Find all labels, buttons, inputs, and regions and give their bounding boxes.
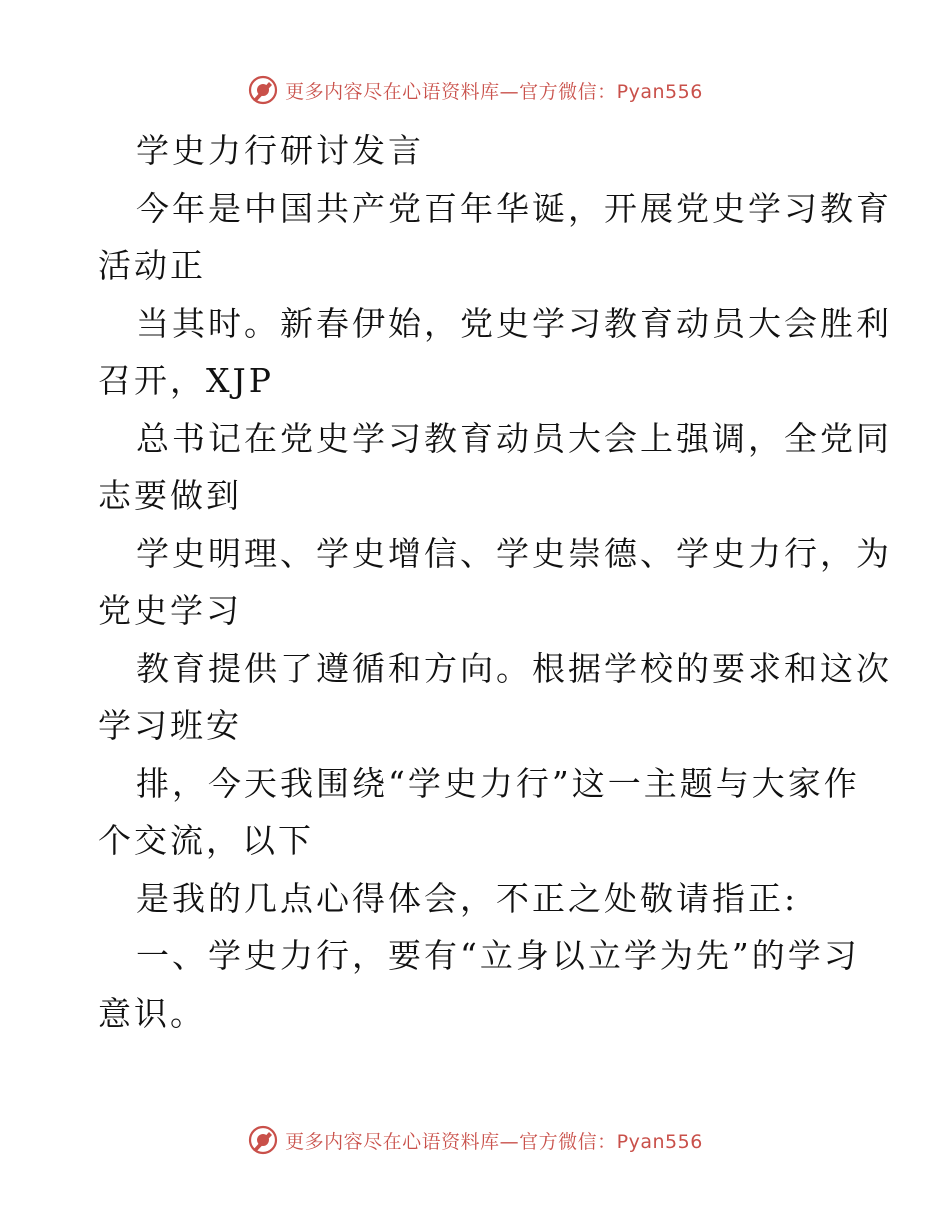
document-body	[98, 122, 892, 1042]
pen-logo-icon	[247, 74, 279, 106]
watermark-header	[0, 70, 950, 110]
text-line: 学史明理、学史增信、学史崇德、学史力行，为	[136, 533, 892, 573]
section-heading: 一、学史力行，要有“立身以立学为先”的学习	[136, 936, 860, 975]
watermark-text: 更多内容尽在心语资料库—官方微信：Pyan556	[285, 1130, 703, 1153]
watermark-footer	[0, 1120, 950, 1160]
text-line: 是我的几点心得体会，不正之处敬请指正:	[136, 878, 799, 918]
text-line: 意识。	[98, 993, 206, 1033]
pen-logo-icon	[247, 1124, 279, 1156]
text-line: 召开，XJP	[98, 361, 274, 400]
text-line: 志要做到	[98, 476, 242, 515]
text-line: 当其时。新春伊始，党史学习教育动员大会胜利	[136, 303, 892, 343]
text-line: 排，今天我围绕“学史力行”这一主题与大家作	[136, 763, 860, 803]
text-line: 今年是中国共产党百年华诞，开展党史学习教育	[136, 188, 892, 228]
text-line: 党史学习	[98, 591, 242, 630]
document-title: 学史力行研讨发言	[136, 131, 424, 170]
text-line: 学习班安	[98, 706, 242, 745]
text-line: 活动正	[98, 246, 206, 285]
text-line: 总书记在党史学习教育动员大会上强调，全党同	[136, 418, 892, 458]
watermark-text: 更多内容尽在心语资料库—官方微信：Pyan556	[285, 80, 703, 103]
text-line: 个交流，以下	[98, 821, 314, 860]
text-line: 教育提供了遵循和方向。根据学校的要求和这次	[136, 648, 892, 688]
